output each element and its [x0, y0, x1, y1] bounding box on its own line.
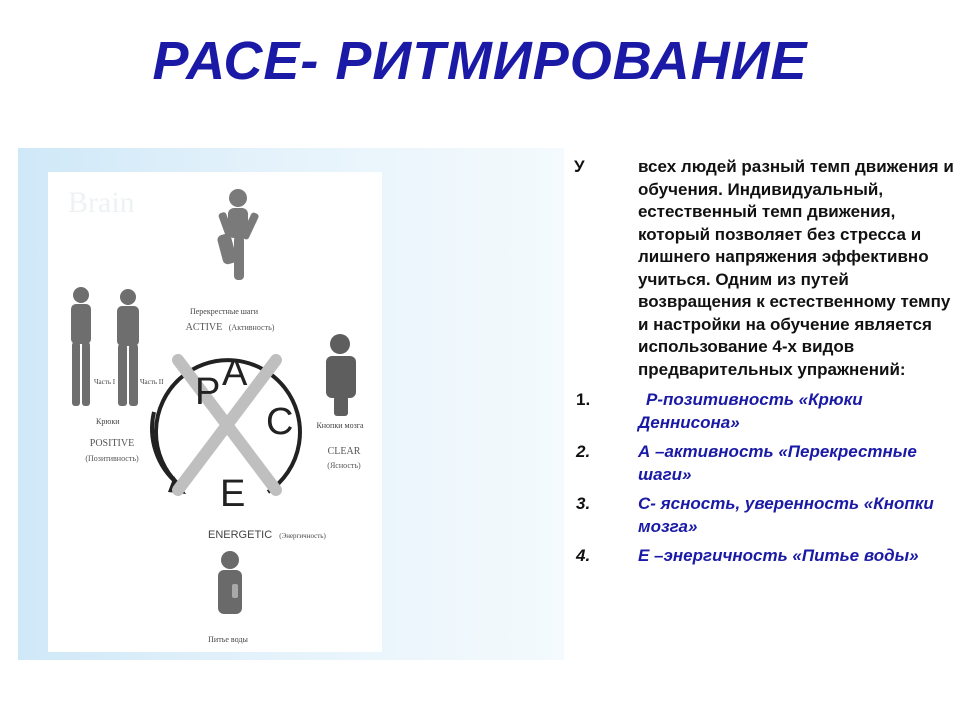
list-text: А –активность «Перекрестные шаги» [638, 442, 917, 484]
part1-label: Часть I [94, 378, 116, 386]
list-item [574, 389, 960, 434]
list-number: 1. [576, 390, 591, 409]
active-label: ACTIVE (Активность) [185, 322, 275, 333]
water-caption: Питье воды [208, 635, 248, 644]
list-number: 3. [576, 494, 591, 513]
list-text: С- ясность, уверенность «Кнопки мозга» [638, 494, 934, 536]
list-text: Р-позитивность «Крюки Деннисона» [638, 390, 863, 432]
active-caption: Перекрестные шаги [189, 307, 259, 316]
figure-active-person [216, 189, 259, 280]
list-number: 4. [576, 546, 591, 565]
content-text [574, 156, 960, 575]
hooks-caption: Крюки [96, 417, 120, 426]
positive-sub: (Позитивность) [85, 454, 139, 463]
pace-diagram [48, 172, 382, 652]
list-number: 2. [576, 442, 591, 461]
part2-label: Часть II [140, 378, 164, 386]
intro-text: всех людей разный темп движения и обучения. Индивидуальный, естественный темп движения, который позволяет без стресса и лишнего напряжения эффективно учиться. Одним из путей возвращения к естественному темпу и настройки на обучение является использование 4-х видов предварительных упражнений: [638, 157, 954, 379]
list-item [574, 441, 960, 486]
figure-energetic-person [218, 551, 242, 614]
page-title: РАСЕ- РИТМИРОВАНИЕ [152, 31, 808, 91]
list-item [574, 493, 960, 538]
list-item [574, 545, 960, 568]
energetic-label: ENERGETIC (Энергичность) [208, 529, 326, 541]
figure-positive-person-2 [117, 289, 139, 406]
positive-label: POSITIVE [89, 438, 135, 449]
clear-label: CLEAR [327, 446, 361, 457]
letter-c: C [266, 401, 294, 443]
clear-sub: (Ясность) [327, 461, 361, 470]
figure-clear-person [326, 334, 356, 416]
letter-p: P [195, 371, 221, 413]
intro-lead: У [574, 157, 585, 176]
faint-bg-text: Brain [68, 186, 135, 219]
letter-e: E [220, 473, 246, 515]
figure-positive-person-1 [71, 287, 91, 406]
exercise-list [574, 389, 960, 568]
intro-paragraph [574, 156, 960, 381]
brain-caption: Кнопки мозга [316, 421, 364, 430]
list-text: Е –энергичность «Питье воды» [638, 546, 919, 565]
letter-a: A [222, 352, 248, 394]
